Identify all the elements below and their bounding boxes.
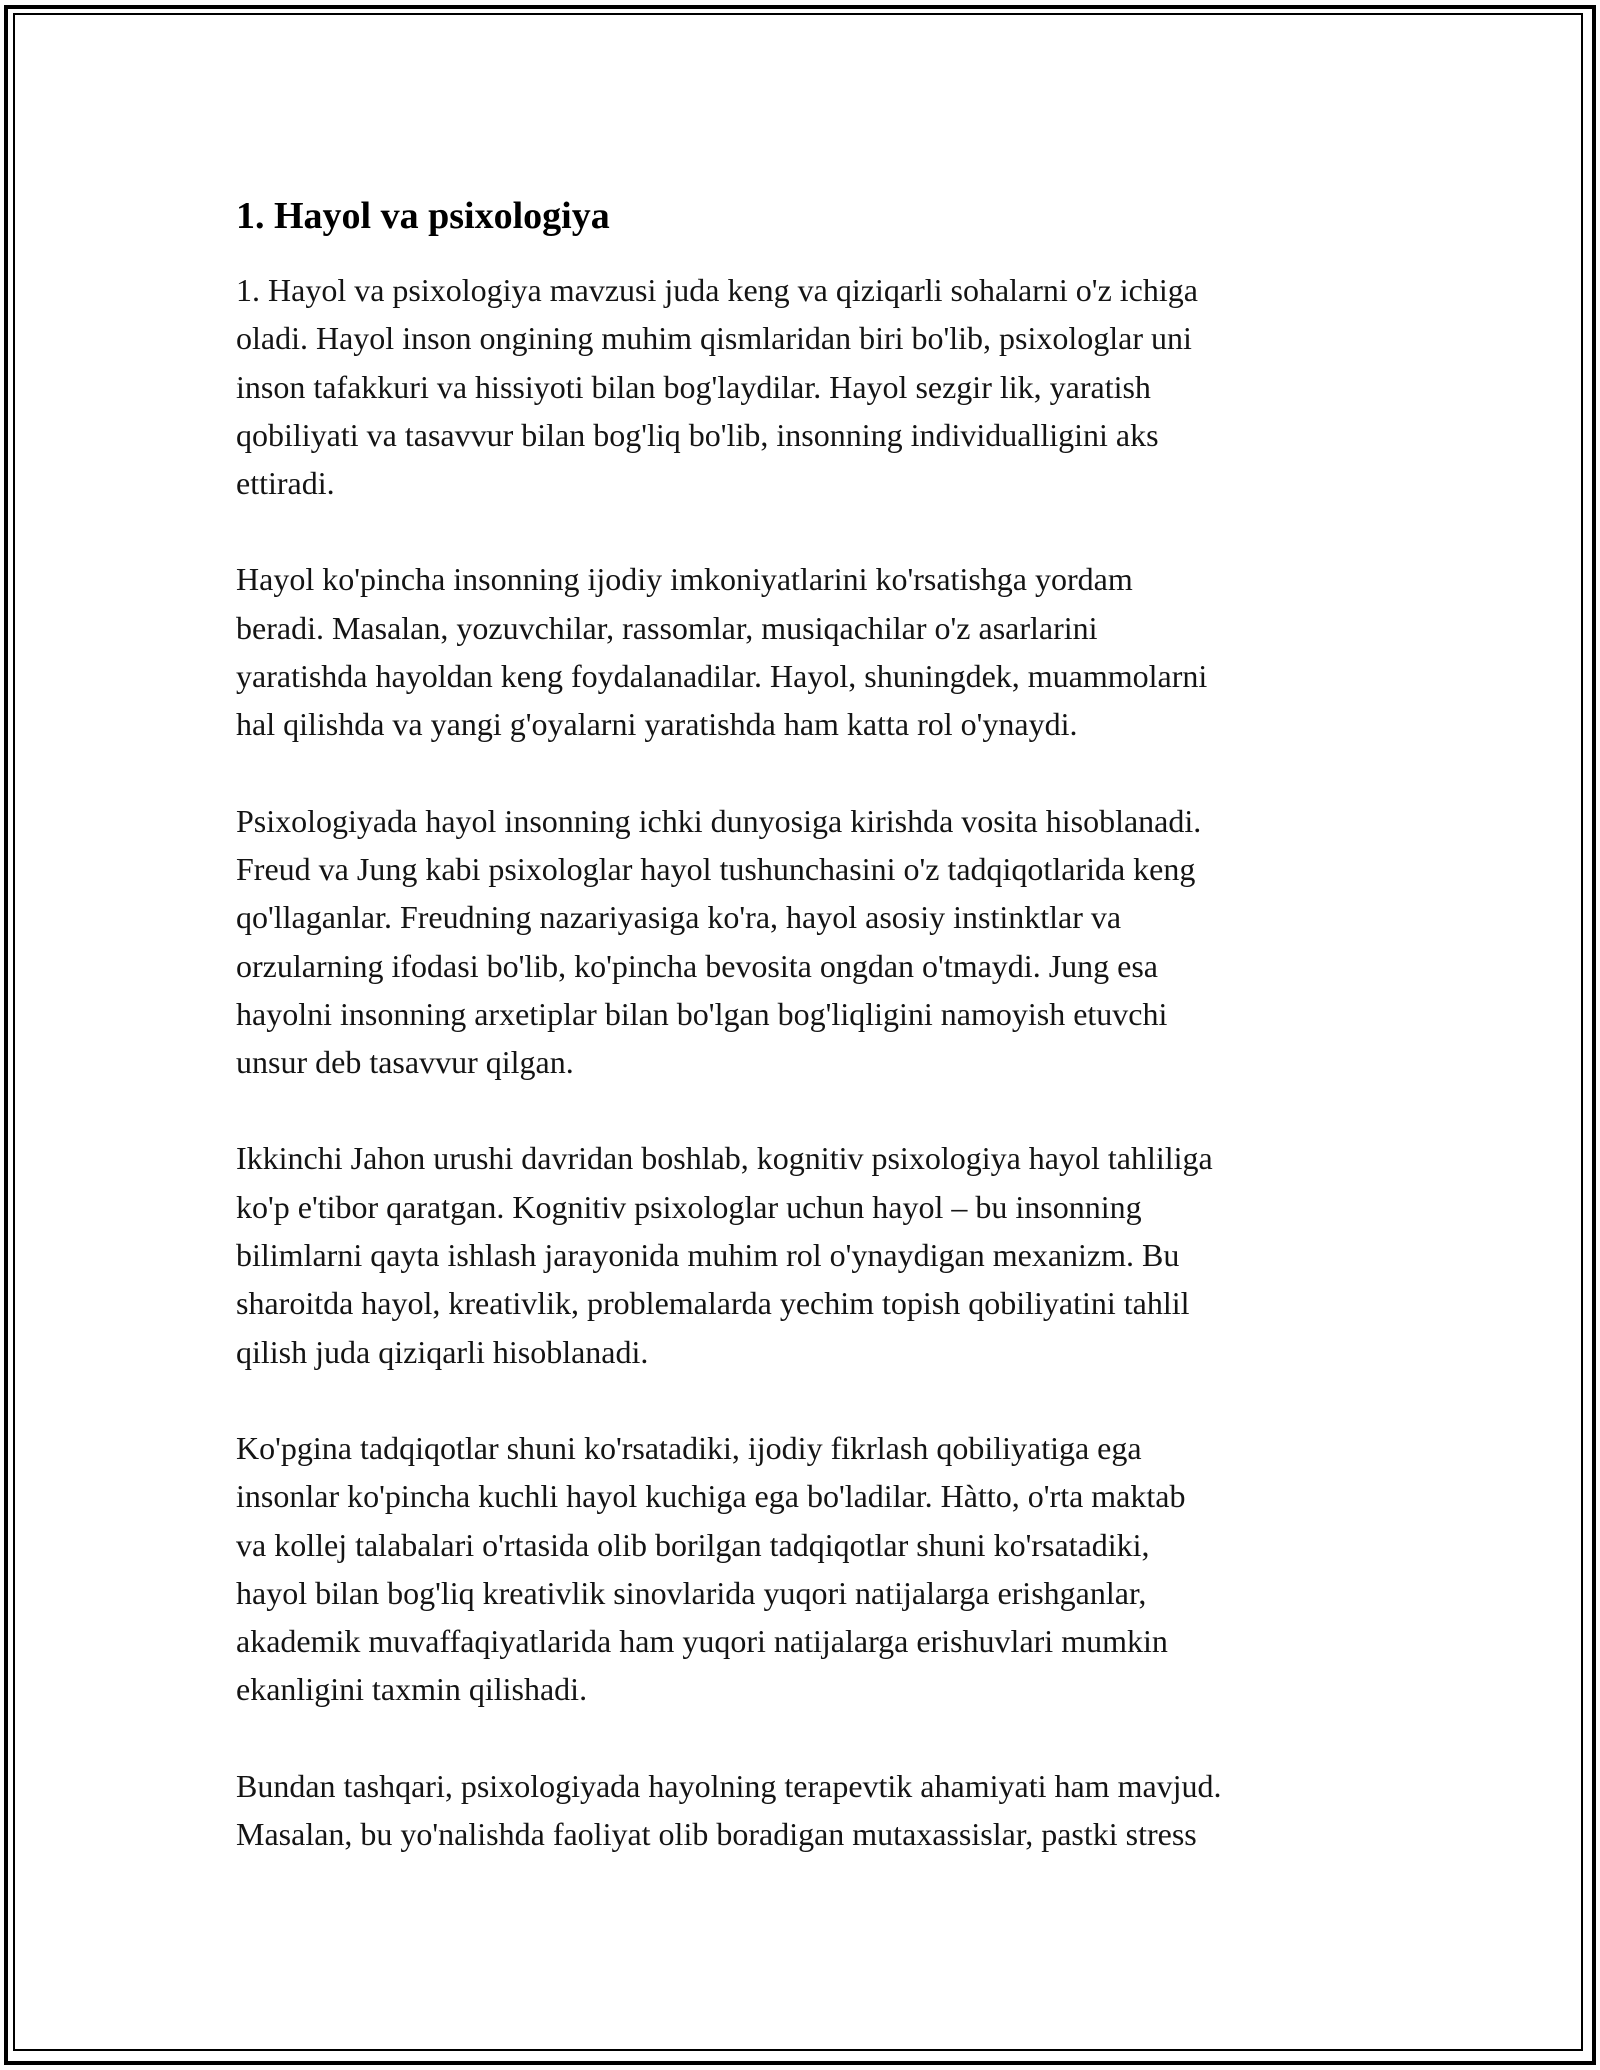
paragraph-4: Ikkinchi Jahon urushi davridan boshlab, kognitiv psixologiya hayol tahliliga ko'p e'tibor qaratgan. Kognitiv psixologlar uchun hayol – bu insonning bilimlarni qayta ishlash jarayonida muhim rol o'ynaydigan mexanizm. Bu sharoitda hayol, kreativlik, problemalarda yechim topish qobiliyatini tahlil qilish juda qiziqarli hisoblanadi. [236,1140,1213,1370]
paragraph-2: Hayol ko'pincha insonning ijodiy imkoniyatlarini ko'rsatishga yordam beradi. Masalan, yozuvchilar, rassomlar, musiqachilar o'z asarlarini yaratishda hayoldan keng foydalanadilar. Hayol, shuningdek, muammolarni hal qilishda va yangi g'oyalarni yaratishda ham katta rol o'ynaydi. [236,561,1208,743]
document-title: 1. Hayol va psixologiya [236,195,610,237]
paragraph-3: Psixologiyada hayol insonning ichki dunyosiga kirishda vosita hisoblanadi. Freud va Jung kabi psixologlar hayol tushunchasini o'z tadqiqotlarida keng qo'llaganlar. Freudning nazariyasiga ko'ra, hayol asosiy instinktlar va orzularning ifodasi bo'lib, ko'pincha bevosita ongdan o'tmaydi. Jung esa hayolni insonning arxetiplar bilan bo'lgan bog'liqligini namoyish etuvchi unsur deb tasavvur qilgan. [236,802,1202,1081]
paragraph-6: Bundan tashqari, psixologiyada hayolning terapevtik ahamiyati ham mavjud. Masalan, bu yo'nalishda faoliyat olib boradigan mutaxassislar, pastki stress [236,1767,1222,1853]
paragraph-5: Ko'pgina tadqiqotlar shuni ko'rsatadiki, ijodiy fikrlash qobiliyatiga ega insonlar ko'pincha kuchli hayol kuchiga ega bo'ladilar. Hàtto, o'rta maktab va kollej talabalari o'rtasida olib borilgan tadqiqotlar shuni ko'rsatadiki, hayol bilan bog'liq kreativlik sinovlarida yuqori natijalarga erishganlar, akademik muvaffaqiyatlarida ham yuqori natijalarga erishuvlari mumkin ekanligini taxmin qilishadi. [236,1429,1186,1708]
document-body [236,190,1386,1906]
paragraph-1: 1. Hayol va psixologiya mavzusi juda keng va qiziqarli sohalarni o'z ichiga oladi. Hayol inson ongining muhim qismlaridan biri bo'lib, psixologlar uni inson tafakkuri va hissiyoti bilan bog'laydilar. Hayol sezgir lik, yaratish qobiliyati va tasavvur bilan bog'liq bo'lib, insonning individualligini aks ettiradi. [236,272,1198,502]
